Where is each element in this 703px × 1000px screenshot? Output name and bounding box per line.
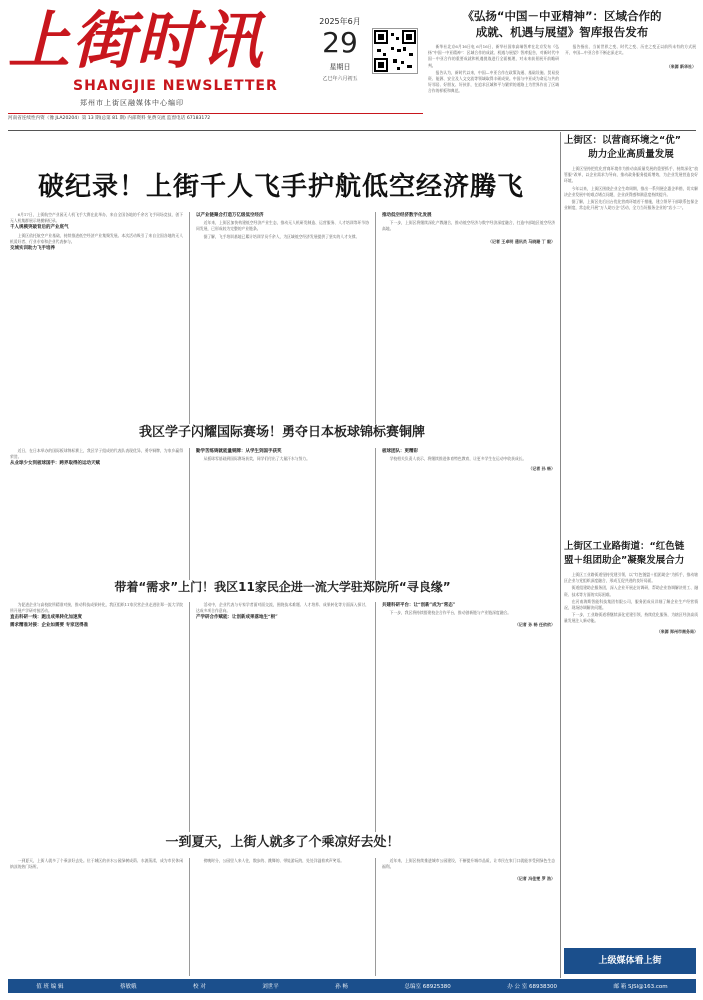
- top-right-para-2: 报告认为，新时代以来，中国—中亚合作在政策沟通、基础设施、贸易投资、能源、安全及人文交流等领域取得丰硕成果。中国与中亚成为命运与共的好邻居、好朋友、好伙伴，在追求区域和平与繁荣的道路上为世界作出了区域合作的样板和典范。: [428, 69, 559, 94]
- footer-item-7: 办 公 室 68938300: [507, 984, 558, 990]
- masthead-subtitle: SHANGJIE NEWSLETTER: [73, 78, 278, 94]
- right-ad-2-headline-1: 上街区工业路街道：“红色链: [564, 541, 685, 552]
- article-3-subhead-2: 需求精准对接：企业如需要 专家送得准: [10, 622, 89, 628]
- right-ad-2-para-1: 上街区工业路街道坚持党建引领，以“红色链盟＋组团助企”为抓手，推动辖区企业与党组织深度融合，形成互促共进的良好局面。: [564, 572, 698, 584]
- article-3-headline: 带着“需求”上门！我区11家民企进一流大学驻郑院所“寻良缘”: [114, 580, 451, 594]
- right-ad-1-headline-2: 助力企业高质量发展: [588, 149, 674, 160]
- main-headline: 破纪录！上街千人飞手护航低空经济腾飞: [37, 172, 524, 202]
- right-ad-1-headline-1: 上街区：以营商环境之“优”: [564, 135, 681, 146]
- article-3-signature: （记者 孙 畅 任依依）: [514, 622, 555, 628]
- article-4-headline: 一到夏天，上街人就多了个乘凉好去处！: [165, 835, 400, 850]
- qr-code-icon: [373, 29, 417, 73]
- article-2-signature: （记者 孙 畅）: [528, 466, 555, 472]
- right-banner-label: 上级媒体看上街: [598, 956, 662, 966]
- right-ad-2-signature: （来源 郑州市商务局）: [656, 628, 698, 634]
- article-2-para-1: 近日，在日本举办的国际板球锦标赛上，我区学子组成的代表队表现优异，勇夺铜牌，为家乡赢得荣誉。: [10, 448, 183, 460]
- date-lunar: 乙巳年六月初五: [322, 76, 358, 82]
- top-right-para-3: 报告指出，当前世界之变、时代之变、历史之变正以前所未有的方式展开，中国—中亚合作不断走深走实。: [565, 44, 696, 56]
- lead-subhead-3: 以产业链聚合打造万亿级低空经济: [196, 213, 264, 218]
- lead-para-1: 上街区依托航空产业基础，持续推进低空经济产业集聚发展。本次活动吸引了来自全国各地的无人机爱好者、行业专家和企业代表参与。: [10, 232, 183, 244]
- article-4-body: [10, 858, 555, 976]
- date-day: 29: [322, 26, 358, 59]
- right-banner: [564, 948, 696, 974]
- right-ad-1: [564, 134, 698, 564]
- footer-item-8: 邮 箱 SJSl@163.com: [613, 984, 668, 990]
- article-2-para-2: 从板球零基础到国际赛场获奖，同学们付出了大量汗水与努力。: [203, 456, 310, 462]
- footer-item-2: 蔡敏娥: [120, 984, 137, 990]
- lead-para-4: 下一步，上街区将继续深化产教融合，推动低空经济与数字经济深度融合，打造中部地区低空经济高地。: [382, 220, 555, 232]
- footer-item-3: 校 对: [193, 984, 206, 990]
- lead-subhead-2: 交城实训助力飞手培养: [10, 246, 55, 252]
- right-ad-1-para-1: 上街区坚持把优化营商环境作为推动高质量发展的重要抓手，持续深化“放管服”改革，以企业需求为导向，推动政务服务提质增效，为企业发展营造良好环境。: [564, 166, 698, 184]
- article-2-para-3: 学校相关负责人表示，将继续推进体育特色教育，让更多学生在运动中收获成长。: [389, 456, 527, 462]
- right-ad-2: [564, 540, 698, 940]
- masthead: [8, 8, 308, 123]
- date-weekday: 星期日: [329, 63, 351, 71]
- top-right-headline-1: 《弘扬“中国－中亚精神”：区域合作的: [462, 9, 662, 23]
- footer-item-5: 孙 畅: [335, 984, 349, 990]
- date-box: [310, 8, 370, 93]
- lead-signature: （记者 王卓明 通讯员 马晓珊 丁 毅）: [488, 238, 555, 244]
- article-3-subhead-4: 共建科研平台：让“创新”成为“常态”: [382, 603, 456, 608]
- article-2-subhead-1: 从业球少女到板球国手：跨界取得的运动天赋: [10, 461, 100, 467]
- date-year-month: 2025年6月: [319, 17, 361, 26]
- masthead-tagline: 郑州市上街区融媒体中心编印: [80, 99, 184, 107]
- top-right-signature: （来源 新华社）: [666, 64, 696, 70]
- right-ad-1-para-2: 今年以来，上街区围绕企业全生命周期，推出一系列便企惠企举措，切实解决企业发展中的难点堵点问题，企业获得感和满意度持续提升。: [564, 185, 698, 197]
- info-strip: [8, 113, 423, 125]
- article-3-para-3: 下一步，我区将持续搭建校企合作平台，推动创新链与产业链深度融合。: [389, 610, 512, 616]
- article-3-subhead-3: 产学研合作赋能：让创新成果落地生“根”: [196, 615, 278, 621]
- article-3-body: [10, 602, 555, 832]
- article-4-para-3: 近年来，上街区持续推进城市公园建设，不断提升城市品质，让市民在家门口就能享受到绿色生态福利。: [382, 858, 555, 870]
- lead-para-3: 据了解，飞手培训基地已累计培训学员千余人，为区域低空经济发展提供了坚实的人才支撑。: [203, 233, 360, 239]
- article-3-subhead-1: 直击科研一线：跑出成果转化加速度: [10, 615, 82, 621]
- right-column-rule: [560, 132, 561, 978]
- lead-subhead-4: 推动低空经济数字化发展: [382, 213, 432, 218]
- top-divider: [8, 130, 696, 131]
- footer-item-1: 值 班 编 辑: [36, 984, 64, 990]
- right-ad-2-para-4: 下一步，工业路街道将继续深化党建引领，持续优化服务，为辖区经济高质量发展注入新动能。: [564, 612, 698, 624]
- footer-bar: [8, 979, 696, 993]
- footer-item-6: 总编室 68925380: [404, 984, 451, 990]
- right-ad-2-para-3: 在河南海斯智能科技集团有限公司，服务团成员详细了解企业生产经营情况，现场协调解决问题。: [564, 598, 698, 611]
- article-4-para-1: 一到夏天，上街人就多了个乘凉好去处。位于城区的亲水公园绿树成荫、水波荡漾，成为市民休闲纳凉的热门场所。: [10, 858, 183, 870]
- masthead-logo: 上街时讯: [8, 8, 265, 77]
- top-right-headline-2: 成就、机遇与展望》智库报告发布: [475, 25, 649, 39]
- qr-code: [372, 28, 418, 74]
- article-2-subhead-3: 板球团队：更精彩: [382, 449, 418, 454]
- right-ad-2-headline-2: 盟＋组团助企”凝聚发展合力: [564, 555, 685, 566]
- right-ad-1-para-3: 据了解，上街区先后出台优化营商环境若干措施，建立领导干部联系包保企业制度，常态化开展“万人助万企”活动，全力当好服务企业的“店小二”。: [564, 199, 698, 211]
- top-right-para-1: 新华社北京6月16日电 6月16日，新华社国家高端智库在北京发布《弘扬“中国－中亚精神”：区域合作的成就、机遇与展望》智库报告，对新时代中国－中亚合作的重要成就和机遇挑战进行全面梳理，对未来前景展开前瞻研判。: [428, 44, 559, 68]
- article-3-para-1: 为促进企业与高校院所精准对接，推动科技成果转化，我区组织11家民营企业走进驻郑一流大学院所开展产学研对接活动。: [10, 602, 183, 614]
- lead-para-2: 近年来，上街区加快构建低空经济产业生态，推动无人机研发制造、运营服务、人才培训等环节协同发展，已形成较为完整的产业链条。: [196, 220, 369, 232]
- lead-intro: 6月17日，上街航空产业园无人机飞手大赛在此举办，来自全国各地的千余名飞手同场竞技，创下无人机集群展示规模新纪录。: [10, 212, 183, 224]
- article-2-headline: 我区学子闪耀国际赛场！勇夺日本板球锦标赛铜牌: [138, 425, 425, 440]
- right-ad-2-para-2: 街道组建助企服务团，深入企业开展走访调研，帮助企业协调解决用工、融资、技术等方面的实际困难。: [564, 585, 698, 597]
- lead-subhead-1: 千人规模突破背后的产业底气: [10, 225, 69, 231]
- info-line: 河南省连续性内资（豫 JLA20204）第 13 期(总第 81 期) 内部资料 免费交流 监督电话 67183172: [8, 116, 211, 121]
- article-3-para-2: 活动中，企业代表与专家学者面对面交流，围绕技术难题、人才培养、成果转化等方面深入探讨，达成多项合作意向。: [196, 602, 369, 614]
- footer-item-4: 刘世平: [262, 984, 279, 990]
- article-4-signature: （记者 冯佳雯 罗 浩）: [514, 876, 555, 882]
- lead-article: [10, 212, 555, 424]
- top-right-article: [428, 8, 696, 128]
- article-4-para-2: 傍晚时分，公园里人来人往，散步的、跳舞的、带娃游玩的，处处洋溢着欢声笑语。: [203, 858, 345, 863]
- article-2-body: [10, 448, 555, 580]
- article-2-subhead-2: 勤学苦练铸就能量铜牌：从学生到国手获奖: [196, 449, 282, 454]
